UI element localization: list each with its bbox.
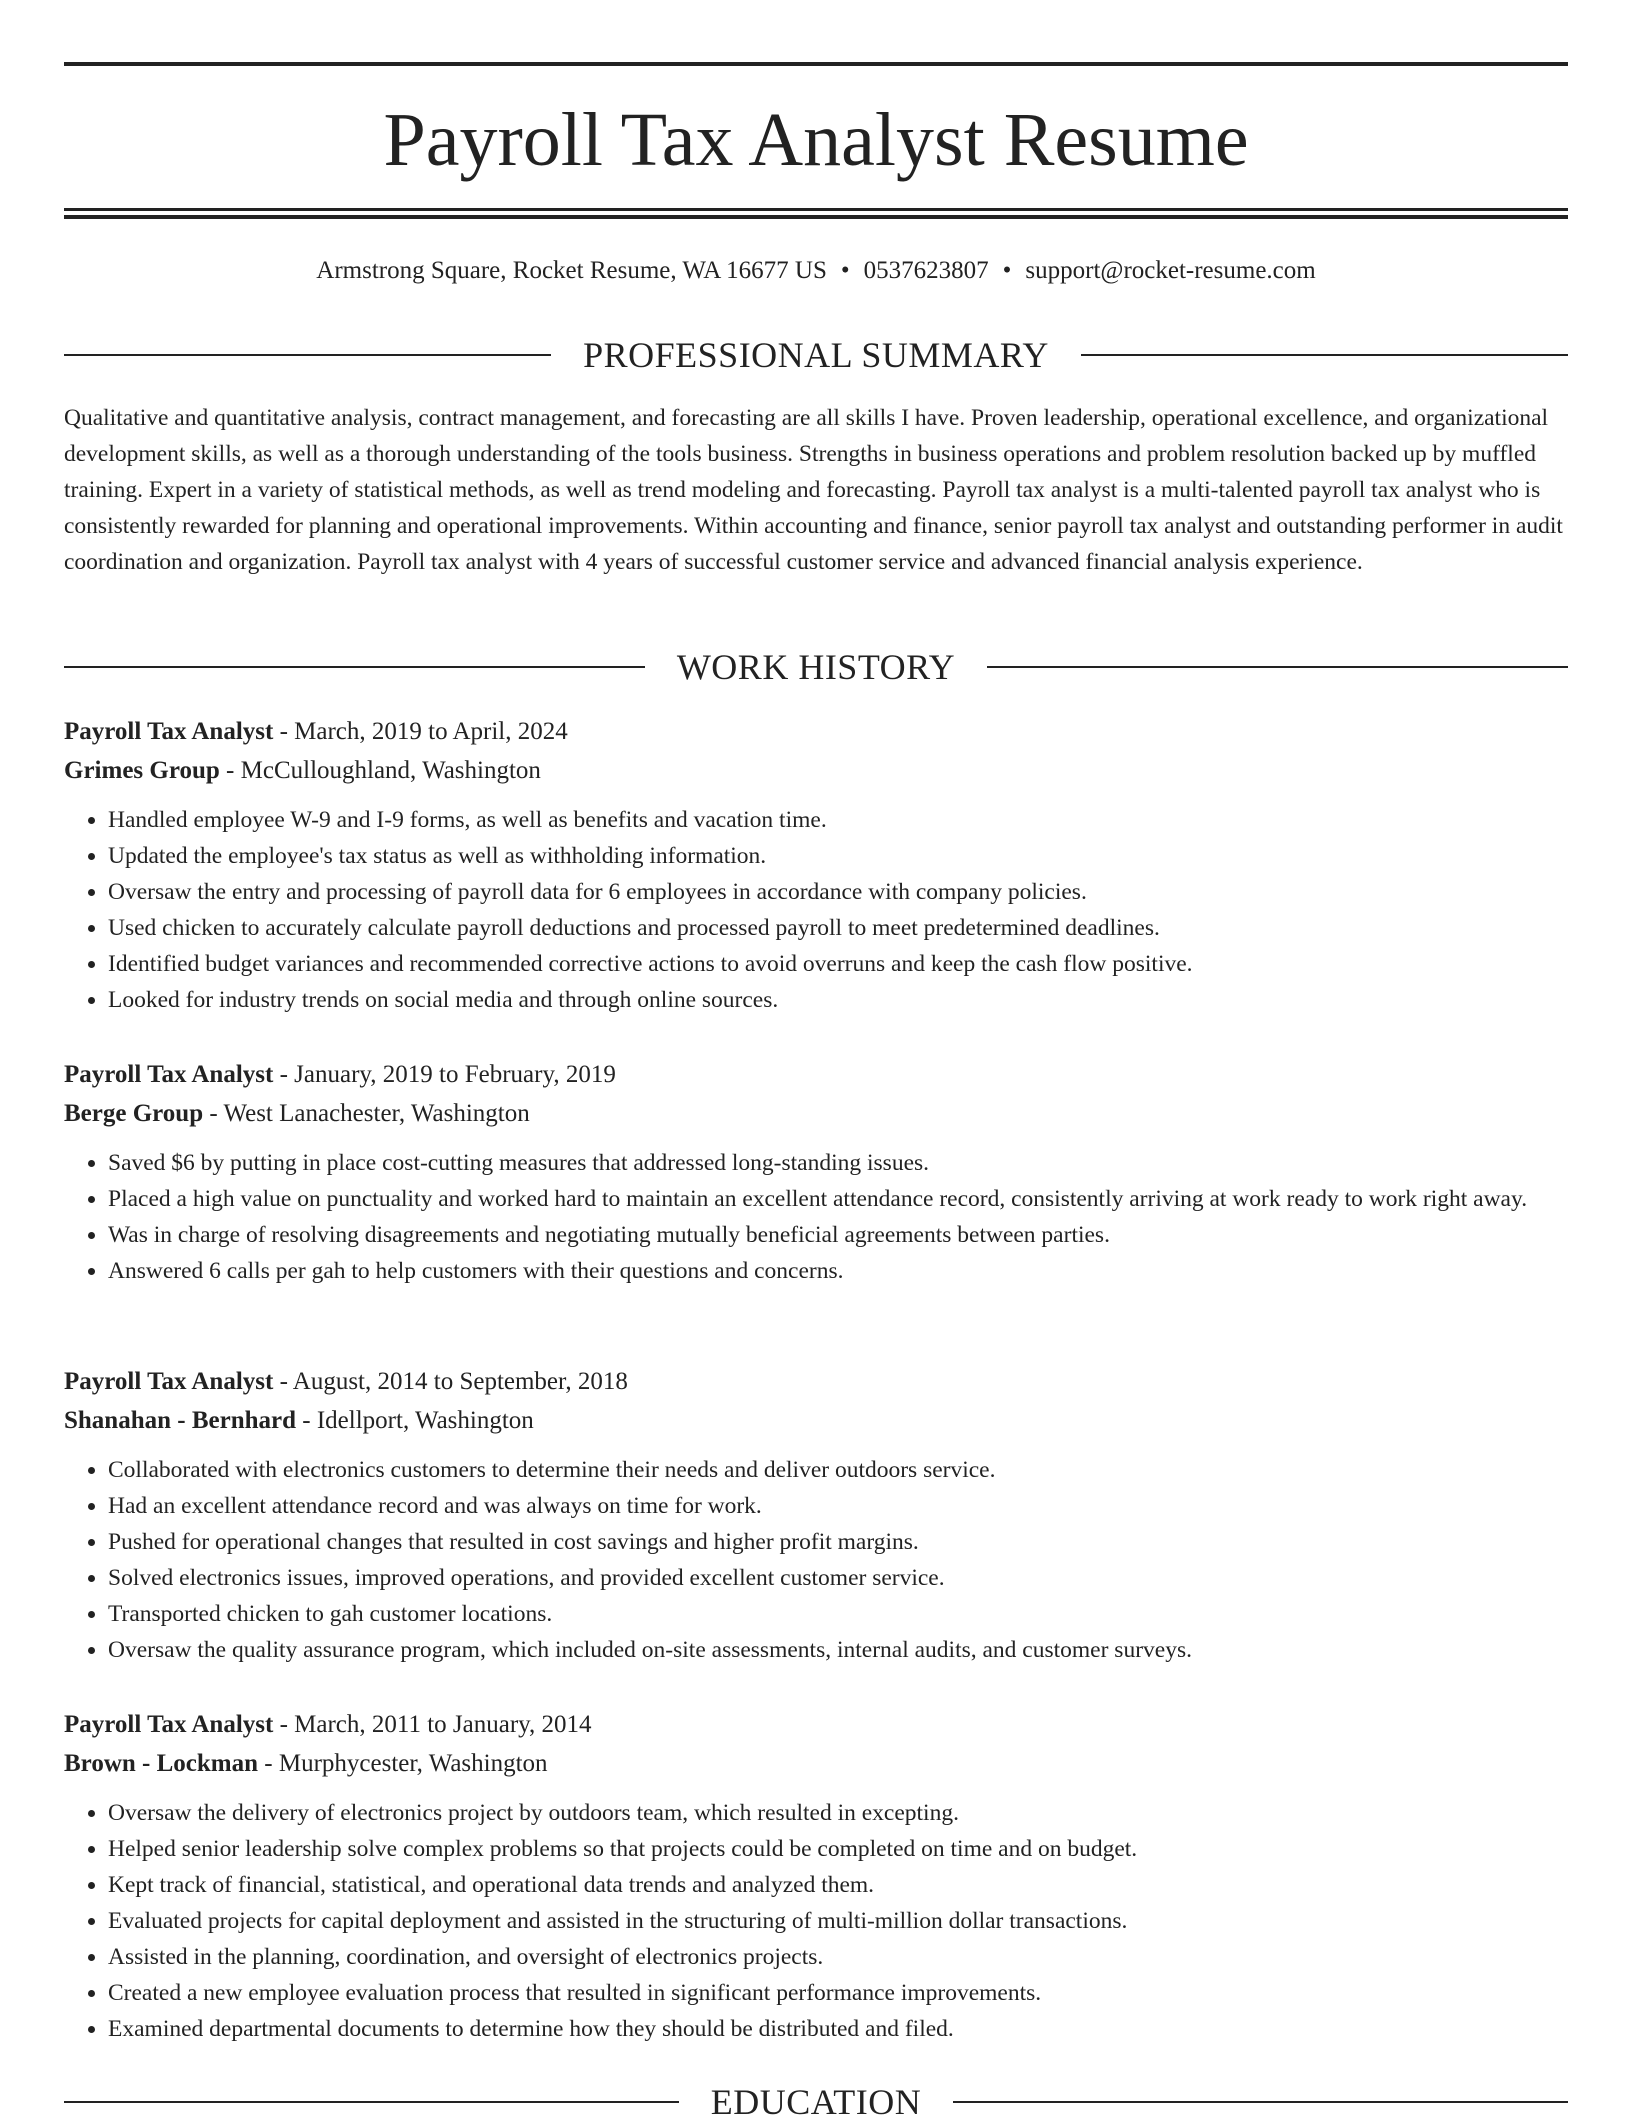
job-entry (64, 1055, 1568, 1289)
job-company-line (64, 751, 1568, 790)
job-company: Shanahan - Bernhard (64, 1407, 297, 1434)
work-section-header (64, 645, 1568, 689)
job-bullet: • Assisted in the planning, coordination, and oversight of electronics projects. (108, 1939, 1568, 1975)
job-title-line (64, 712, 1568, 751)
job-dates: - March, 2019 to April, 2024 (273, 718, 568, 745)
title-rule-upper (64, 208, 1568, 211)
section-rule-left (64, 354, 551, 356)
education-section-header (64, 2080, 1568, 2124)
job-bullets (64, 1145, 1568, 1289)
job-bullet: • Evaluated projects for capital deployment and assisted in the structuring of multi-million dollar transactions. (108, 1903, 1568, 1939)
job-company: Berge Group (64, 1100, 204, 1127)
job-bullet: • Looked for industry trends on social media and through online sources. (108, 982, 1568, 1018)
section-rule-left (64, 2101, 679, 2103)
job-location: - McCulloughland, Washington (219, 757, 541, 784)
job-bullet: • Placed a high value on punctuality and worked hard to maintain an excellent attendance record, consistently arriving at work ready to work right away. (108, 1181, 1568, 1217)
section-rule-left (64, 666, 645, 668)
job-entry (64, 1705, 1568, 2047)
job-bullet: • Pushed for operational changes that resulted in cost savings and higher profit margins. (108, 1524, 1568, 1560)
job-bullets (64, 1795, 1568, 2047)
job-title: Payroll Tax Analyst (64, 1368, 274, 1395)
job-bullet: • Oversaw the quality assurance program, which included on-site assessments, internal audits, and customer surveys. (108, 1632, 1568, 1668)
job-bullet: • Examined departmental documents to determine how they should be distributed and filed. (108, 2011, 1568, 2047)
top-rule (64, 62, 1568, 66)
job-bullet: • Collaborated with electronics customers to determine their needs and deliver outdoors service. (108, 1452, 1568, 1488)
job-location: - West Lanachester, Washington (203, 1100, 530, 1127)
job-bullet: • Helped senior leadership solve complex problems so that projects could be completed on time and on budget. (108, 1831, 1568, 1867)
job-bullet: • Handled employee W-9 and I-9 forms, as well as benefits and vacation time. (108, 802, 1568, 838)
job-location: - Idellport, Washington (296, 1407, 534, 1434)
job-location: - Murphycester, Washington (258, 1750, 548, 1777)
job-bullet: • Saved $6 by putting in place cost-cutting measures that addressed long-standing issues. (108, 1145, 1568, 1181)
work-heading: WORK HISTORY (676, 647, 956, 687)
job-company-line (64, 1401, 1568, 1440)
job-bullet: • Oversaw the entry and processing of payroll data for 6 employees in accordance with company policies. (108, 874, 1568, 910)
job-bullets (64, 1452, 1568, 1668)
job-bullet: • Oversaw the delivery of electronics project by outdoors team, which resulted in excepting. (108, 1795, 1568, 1831)
title-rule-lower (64, 215, 1568, 219)
section-rule-right (987, 666, 1568, 668)
contact-line (64, 254, 1568, 288)
job-title-line (64, 1055, 1568, 1094)
job-dates: - March, 2011 to January, 2014 (273, 1711, 592, 1738)
job-bullet: • Was in charge of resolving disagreements and negotiating mutually beneficial agreements between parties. (108, 1217, 1568, 1253)
education-heading: EDUCATION (710, 2082, 922, 2122)
job-title: Payroll Tax Analyst (64, 1061, 274, 1088)
job-title-line (64, 1705, 1568, 1744)
job-company: Brown - Lockman (64, 1750, 259, 1777)
job-bullet: • Created a new employee evaluation process that resulted in significant performance improvements. (108, 1975, 1568, 2011)
job-entry (64, 712, 1568, 1018)
job-bullet: • Used chicken to accurately calculate payroll deductions and processed payroll to meet predetermined deadlines. (108, 910, 1568, 946)
contact-address: Armstrong Square, Rocket Resume, WA 16677 US (316, 257, 827, 284)
page-title: Payroll Tax Analyst Resume (383, 98, 1249, 182)
job-bullet: • Solved electronics issues, improved operations, and provided excellent customer service. (108, 1560, 1568, 1596)
section-rule-right (1081, 354, 1568, 356)
job-bullet: • Answered 6 calls per gah to help customers with their questions and concerns. (108, 1253, 1568, 1289)
job-bullet: • Updated the employee's tax status as well as withholding information. (108, 838, 1568, 874)
job-bullet: • Kept track of financial, statistical, and operational data trends and analyzed them. (108, 1867, 1568, 1903)
job-company: Grimes Group (64, 757, 220, 784)
contact-separator: • (840, 257, 850, 284)
job-title: Payroll Tax Analyst (64, 718, 274, 745)
contact-phone: 0537623807 (863, 257, 989, 284)
job-dates: - January, 2019 to February, 2019 (273, 1061, 616, 1088)
summary-section-header (64, 333, 1568, 377)
job-bullet: • Transported chicken to gah customer locations. (108, 1596, 1568, 1632)
job-entry (64, 1362, 1568, 1668)
summary-heading: PROFESSIONAL SUMMARY (583, 335, 1049, 375)
section-rule-right (953, 2101, 1568, 2103)
job-company-line (64, 1744, 1568, 1783)
job-company-line (64, 1094, 1568, 1133)
job-dates: - August, 2014 to September, 2018 (273, 1368, 628, 1395)
contact-email: support@rocket-resume.com (1025, 257, 1316, 284)
job-title-line (64, 1362, 1568, 1401)
job-title: Payroll Tax Analyst (64, 1711, 274, 1738)
summary-text: Qualitative and quantitative analysis, contract management, and forecasting are all skills I have. Proven leadership, operational excellence, and organizational development skills, as well as a thorough understanding of the tools business. Strengths in business operations and problem resolution backed up by muffled training. Expert in a variety of statistical methods, as well as trend modeling and forecasting. Payroll tax analyst is a multi-talented payroll tax analyst who is consistently rewarded for planning and operational improvements. Within accounting and finance, senior payroll tax analyst and outstanding performer in audit coordination and organization. Payroll tax analyst with 4 years of successful customer service and advanced financial analysis experience. (64, 405, 1563, 575)
job-bullet: • Had an excellent attendance record and was always on time for work. (108, 1488, 1568, 1524)
job-bullets (64, 802, 1568, 1018)
job-bullet: • Identified budget variances and recommended corrective actions to avoid overruns and keep the cash flow positive. (108, 946, 1568, 982)
contact-separator: • (1002, 257, 1012, 284)
